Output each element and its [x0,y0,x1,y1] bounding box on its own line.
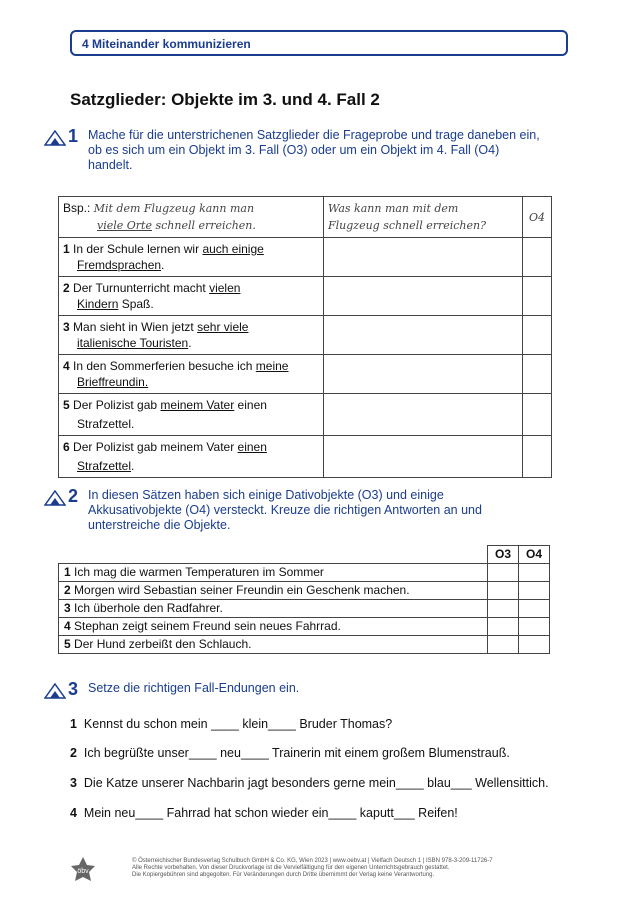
table-row [59,436,552,478]
question-input[interactable] [324,277,523,316]
task-number: 2 [68,486,79,506]
sentence-cell: 3 Man sieht in Wien jetzt sehr viele italienische Touristen. [59,316,324,355]
table-row [59,277,552,316]
case-input[interactable] [523,277,552,316]
sentence-cell: 4 In den Sommerferien besuche ich meine Brieffreundin. [59,355,324,394]
table-row [59,394,552,436]
example-sentence-cell: Bsp.: Mit dem Flugzeug kann man viele Orte schnell erreichen. [59,197,324,238]
fill-in-item[interactable]: 3 Die Katze unserer Nachbarin jagt besonders gerne mein____ blau___ Wellensittich. [70,776,549,790]
table-row [59,564,550,582]
table-row [59,316,552,355]
difficulty-triangle-icon [44,683,66,699]
checkbox-o4[interactable] [519,582,550,600]
sentence-cell: 5 Der Polizist gab meinem Vater einen Strafzettel. [59,394,324,436]
difficulty-triangle-icon [44,490,66,506]
case-input[interactable] [523,355,552,394]
checkbox-o4[interactable] [519,600,550,618]
task-instruction: Setze die richtigen Fall-Endungen ein. [88,681,300,695]
case-input[interactable] [523,436,552,478]
case-input[interactable] [523,238,552,277]
sentence-cell: 3 Ich überhole den Radfahrer. [59,600,488,618]
case-input[interactable] [523,316,552,355]
difficulty-triangle-icon [44,130,66,146]
sentence-cell: 4 Stephan zeigt seinem Freund sein neues Fahrrad. [59,618,488,636]
checkbox-o3[interactable] [488,564,519,582]
sentence-cell: 1 Ich mag die warmen Temperaturen im Sommer [59,564,488,582]
table-row [59,600,550,618]
sentence-cell: 2 Der Turnunterricht macht vielen Kindern Spaß. [59,277,324,316]
table-header-row [59,546,550,564]
example-row [59,197,552,238]
page-title: Satzglieder: Objekte im 3. und 4. Fall 2 [70,90,380,109]
fill-in-item[interactable]: 2 Ich begrüßte unser____ neu____ Trainerin mit einem großem Blumenstrauß. [70,746,510,760]
task-number: 1 [68,126,79,146]
sentence-cell: 1 In der Schule lernen wir auch einige Fremdsprachen. [59,238,324,277]
checkbox-o4[interactable] [519,618,550,636]
column-o3: O3 [488,546,519,564]
table-row [59,238,552,277]
task-instruction: Mache für die unterstrichenen Satzglieder die Frageprobe und trage daneben ein, ob es sich um ein Objekt im 3. Fall (O3) oder um ein Objekt im 4. Fall (O4) handelt. [88,128,540,172]
checkbox-o3[interactable] [488,582,519,600]
table-row [59,582,550,600]
chapter-header [70,30,568,56]
question-input[interactable] [324,238,523,277]
publisher-logo-icon [70,856,96,882]
checkbox-o3[interactable] [488,636,519,654]
question-input[interactable] [324,436,523,478]
table-row [59,355,552,394]
column-o4: O4 [519,546,550,564]
checkbox-o4[interactable] [519,564,550,582]
question-input[interactable] [324,316,523,355]
chapter-title: 4 Miteinander kommunizieren [82,37,251,51]
case-input[interactable] [523,394,552,436]
question-input[interactable] [324,394,523,436]
example-question-cell: Was kann man mit dem Flugzeug schnell erreichen? [324,197,523,238]
checkbox-o3[interactable] [488,600,519,618]
table-row [59,618,550,636]
fill-in-item[interactable]: 4 Mein neu____ Fahrrad hat schon wieder ein____ kaputt___ Reifen! [70,806,458,820]
fill-in-item[interactable]: 1 Kennst du schon mein ____ klein____ Bruder Thomas? [70,717,393,731]
checkbox-o3[interactable] [488,618,519,636]
table-row [59,636,550,654]
checkbox-o4[interactable] [519,636,550,654]
question-input[interactable] [324,355,523,394]
task-number: 3 [68,679,79,699]
svg-text:öbv: öbv [77,868,89,875]
task-2-table [58,545,550,654]
task-instruction: In diesen Sätzen haben sich einige Dativobjekte (O3) und einige Akkusativobjekte (O4) versteckt. Kreuze die richtigen Antworten an und unterstreiche die Objekte. [88,488,482,532]
sentence-cell: 6 Der Polizist gab meinem Vater einen Strafzettel. [59,436,324,478]
footer-copyright: © Österreichischer Bundesverlag Schulbuch GmbH & Co. KG, Wien 2023 | www.oebv.at | Vielfach Deutsch 1 | ISBN 978-3-209-11726-7 Alle Rechte vorbehalten. Von dieser Druckvorlage ist die Vervielfältigung für den eigenen Unterrichtsgebrauch gestattet. Die Kopiergebühren sind abgegolten. Für Veränderungen durch Dritte übernimmt der Verlag keine Verantwortung. [132,858,493,878]
example-answer-cell: O4 [523,197,552,238]
sentence-cell: 5 Der Hund zerbeißt den Schlauch. [59,636,488,654]
sentence-cell: 2 Morgen wird Sebastian seiner Freundin ein Geschenk machen. [59,582,488,600]
task-1-table [58,196,552,478]
